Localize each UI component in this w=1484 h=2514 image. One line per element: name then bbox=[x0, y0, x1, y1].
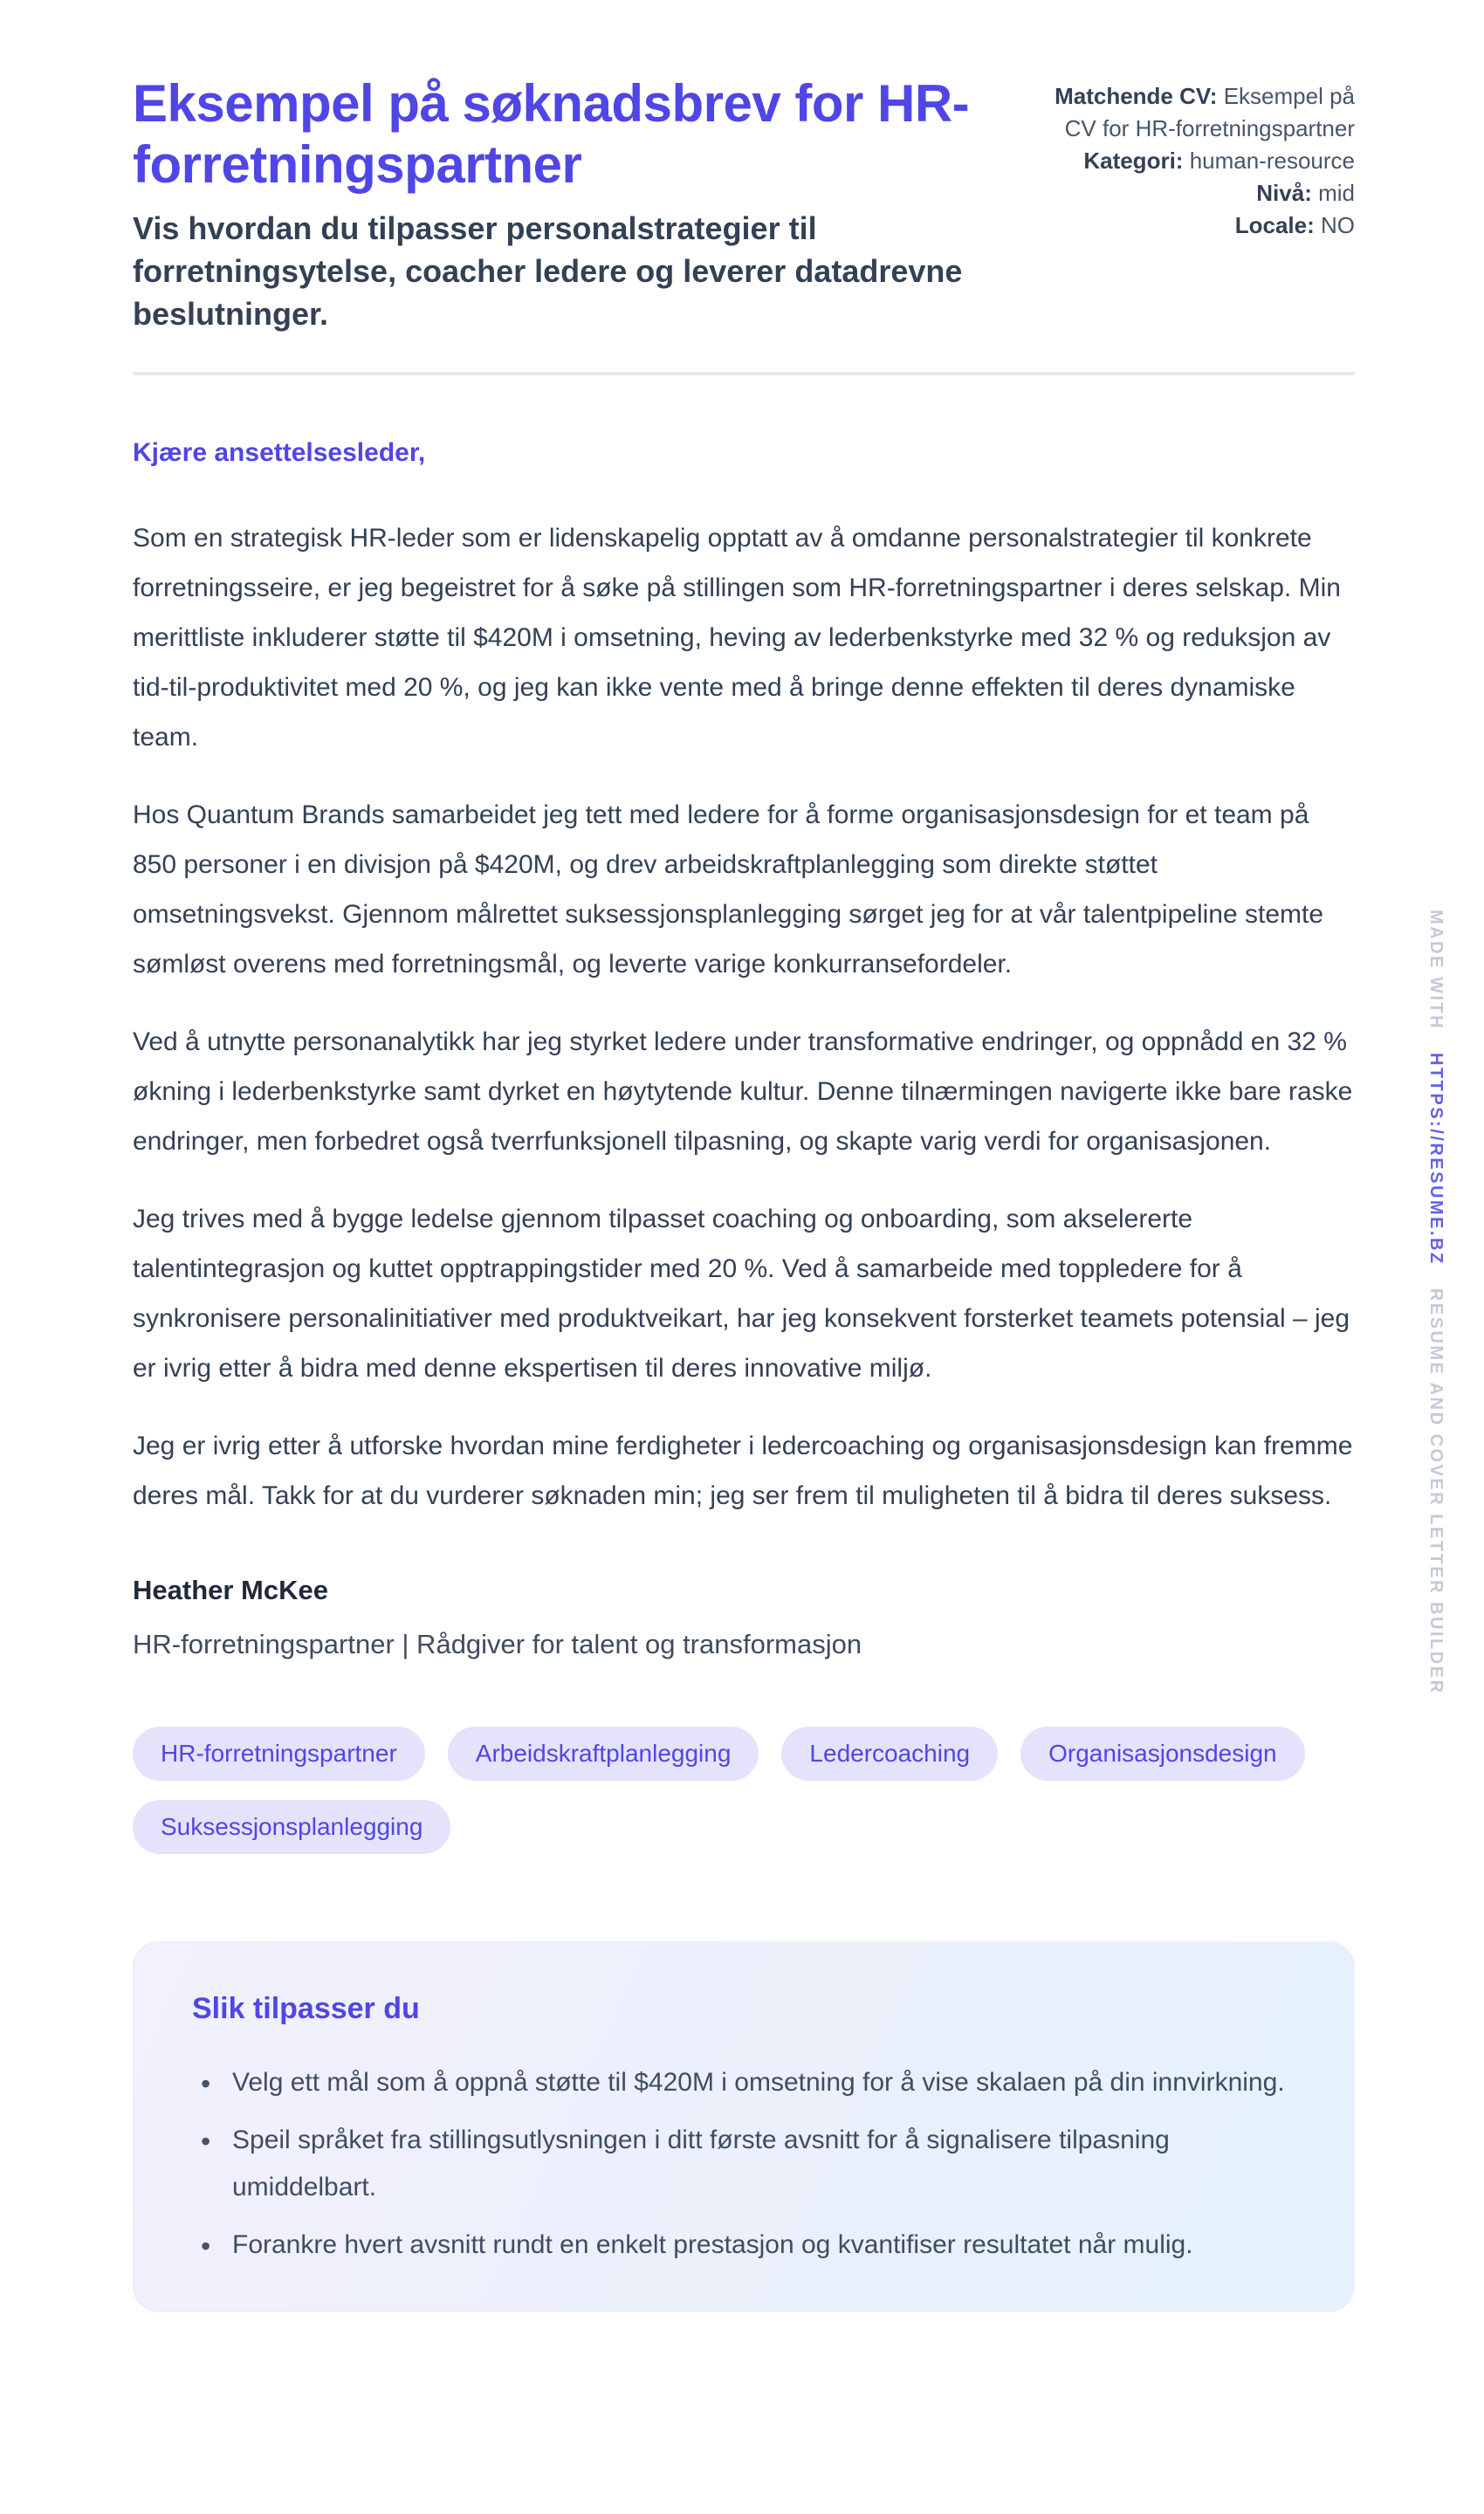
meta-locale-value: NO bbox=[1321, 211, 1355, 238]
header bbox=[133, 73, 1355, 375]
meta-matching-cv-label: Matchende CV: bbox=[1055, 83, 1218, 109]
resume-bz-link[interactable]: HTTPS://RESUME.BZ bbox=[1426, 1053, 1446, 1266]
branding-suffix: RESUME AND COVER LETTER BUILDER bbox=[1426, 1288, 1446, 1695]
meta-panel bbox=[1023, 73, 1355, 242]
tip-item-2: • Speil språket fra stillingsutlysningen i ditt første avsnitt for å signalisere tilpasning umiddelbart. bbox=[192, 2117, 1295, 2211]
meta-locale-label: Locale: bbox=[1234, 211, 1315, 238]
header-divider bbox=[133, 372, 1355, 375]
letter-paragraph-5: Jeg er ivrig etter å utforske hvordan mine ferdigheter i ledercoaching og organisasjonsdesign kan fremme deres mål. Takk for at du vurderer søknaden min; jeg ser frem til muligheten til å bidra til deres suksess. bbox=[133, 1432, 1353, 1511]
meta-category bbox=[1023, 145, 1355, 177]
tips-heading: Slik tilpasser du bbox=[192, 1992, 420, 2026]
meta-level-label: Nivå: bbox=[1256, 179, 1312, 206]
meta-matching-cv-value: Eksempel på CV for HR-forretningspartner bbox=[1064, 83, 1355, 141]
signature-name: Heather McKee bbox=[133, 1575, 328, 1606]
site-branding bbox=[1426, 910, 1446, 1694]
tip-item-3: • Forankre hvert avsnitt rundt en enkelt prestasjon og kvantifiser resultatet når mulig. bbox=[192, 2222, 1295, 2269]
letter-greeting: Kjære ansettelsesleder, bbox=[133, 438, 426, 468]
meta-level bbox=[1023, 177, 1355, 210]
letter-paragraph-1: Som en strategisk HR-leder som er lidenskapelig opptatt av å omdanne personalstrategier til konkrete forretningsseire, er jeg begeistret for å søke på stillingen som HR-forretningspartner i deres selskap. Min merittliste inkluderer støtte til $420M i omsetning, heving av lederbenkstyrke med 32 % og reduksjon av tid-til-produktivitet med 20 %, og jeg kan ikke vente med å bringe denne effekten til deres dynamiske team. bbox=[133, 524, 1341, 752]
cover-letter-page bbox=[133, 73, 1355, 2312]
meta-locale bbox=[1023, 210, 1355, 242]
signature-title: HR-forretningspartner | Rådgiver for talent og transformasjon bbox=[133, 1629, 862, 1660]
tag-chip-arbeidskraftplanlegging[interactable]: Arbeidskraftplanlegging bbox=[448, 1727, 759, 1781]
meta-category-value: human-resource bbox=[1189, 147, 1355, 174]
tag-chip-suksessjonsplanlegging[interactable]: Suksessjonsplanlegging bbox=[133, 1800, 450, 1854]
made-with-label: MADE WITH bbox=[1426, 910, 1446, 1031]
header-title-block bbox=[133, 73, 1006, 335]
meta-matching-cv bbox=[1023, 80, 1355, 145]
letter-paragraph-3: Ved å utnytte personanalytikk har jeg styrket ledere under transformative endringer, og oppnådd en 32 % økning i lederbenkstyrke samt dyrket en høytytende kultur. Denne tilnærmingen navigerte ikke bare raske endringer, men forbedret også tverrfunksjonell tilpasning, og skapte varig verdi for organisasjonen. bbox=[133, 1027, 1353, 1157]
meta-level-value: mid bbox=[1318, 179, 1355, 206]
tip-item-1: • Velg ett mål som å oppnå støtte til $420M i omsetning for å vise skalaen på din innvirkning. bbox=[192, 2059, 1295, 2106]
page-subtitle: Vis hvordan du tilpasser personalstrategier til forretningsytelse, coacher ledere og leverer datadrevne beslutninger. bbox=[133, 210, 963, 332]
tag-chip-organisasjonsdesign[interactable]: Organisasjonsdesign bbox=[1020, 1727, 1305, 1781]
tips-list bbox=[192, 2059, 1295, 2269]
tag-chip-hr-forretningspartner[interactable]: HR-forretningspartner bbox=[133, 1727, 425, 1781]
tips-box bbox=[133, 1941, 1355, 2312]
tag-chip-ledercoaching[interactable]: Ledercoaching bbox=[781, 1727, 998, 1781]
letter-paragraph-4: Jeg trives med å bygge ledelse gjennom tilpasset coaching og onboarding, som akselererte talentintegrasjon og kuttet opptrappingstider med 20 %. Ved å samarbeide med toppledere for å synkronisere personalinitiativer med produktveikart, har jeg konsekvent forsterket teamets potensial – jeg er ivrig etter å bidra med denne ekspertisen til deres innovative miljø. bbox=[133, 1205, 1350, 1384]
meta-category-label: Kategori: bbox=[1083, 147, 1184, 174]
page-title: Eksempel på søknadsbrev for HR-forretningspartner bbox=[133, 74, 970, 195]
letter-body bbox=[133, 438, 1355, 1660]
letter-paragraph-2: Hos Quantum Brands samarbeidet jeg tett med ledere for å forme organisasjonsdesign for et team på 850 personer i en divisjon på $420M, og drev arbeidskraftplanlegging som direkte støttet omsetningsvekst. Gjennom målrettet suksessjonsplanlegging sørget jeg for at vår talentpipeline stemte sømløst overens med forretningsmål, og leverte varige konkurransefordeler. bbox=[133, 800, 1324, 979]
tag-list bbox=[133, 1727, 1355, 1854]
